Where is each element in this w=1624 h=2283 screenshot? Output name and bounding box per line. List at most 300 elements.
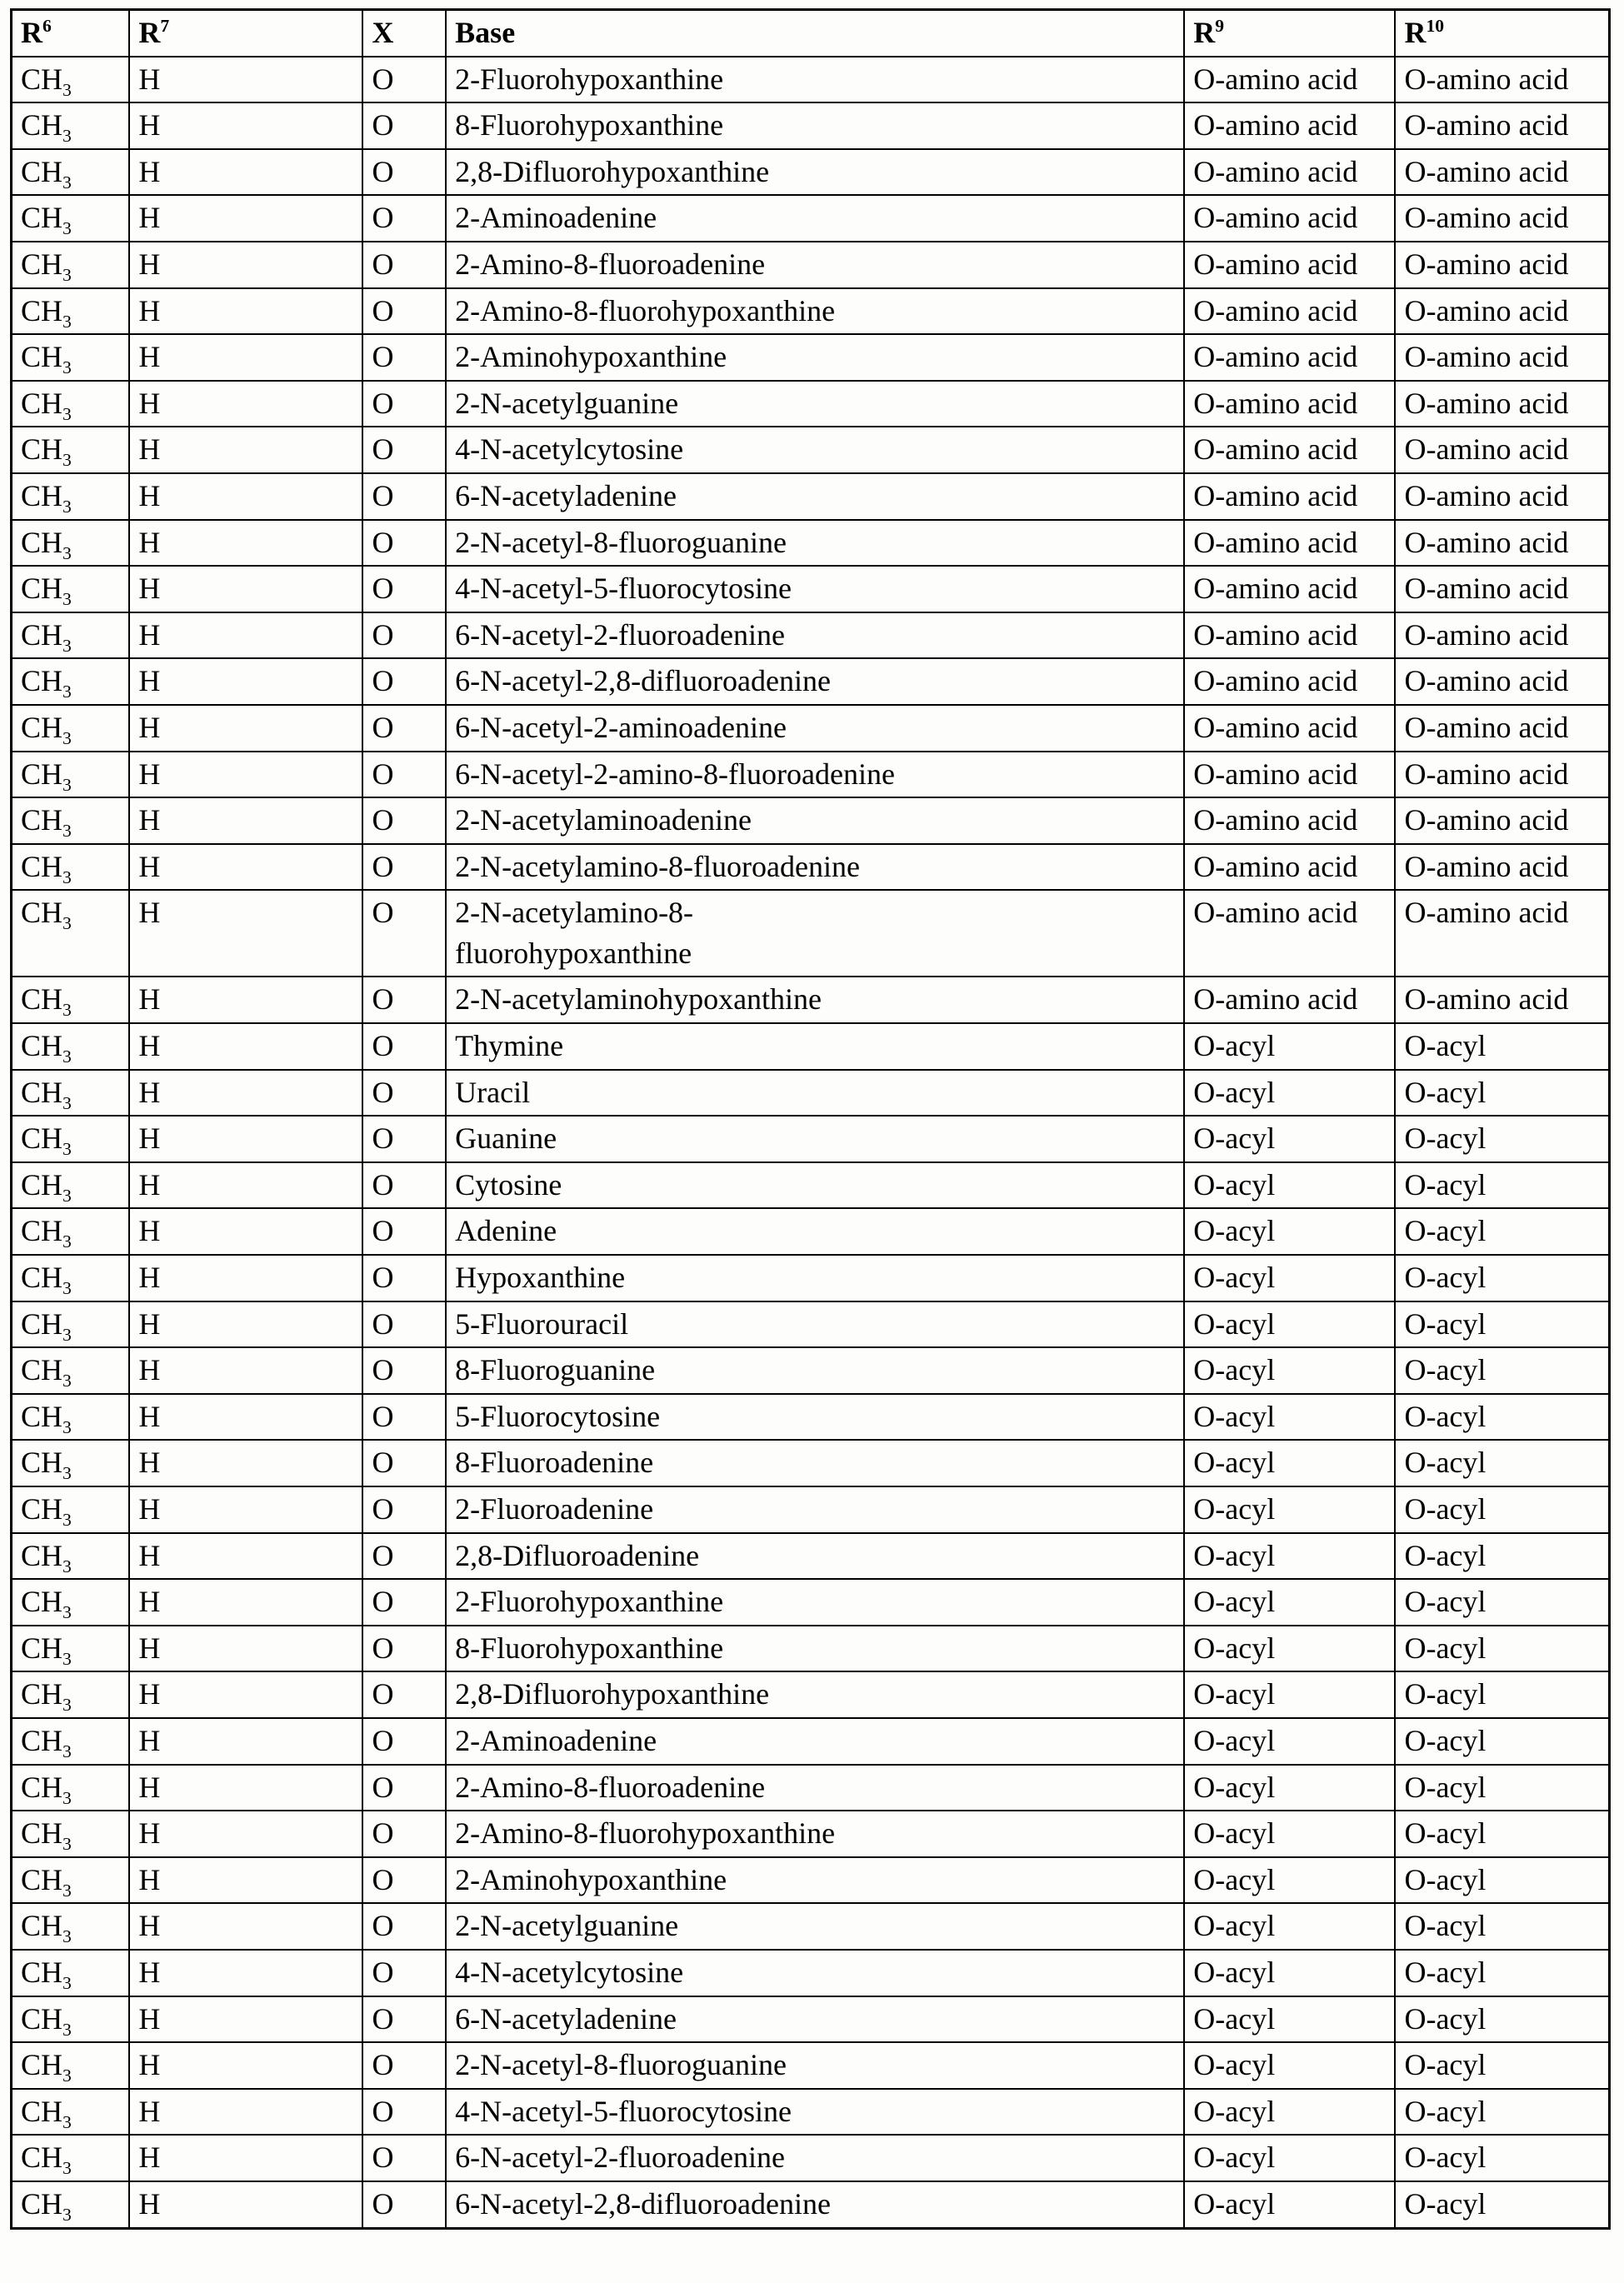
table-row [12, 1255, 1610, 1301]
cell-r6: $CH_3$ [12, 1626, 130, 1672]
table-header [12, 10, 1610, 57]
cell-r6: $CH_3$ [12, 797, 130, 844]
cell-x: O [362, 1857, 446, 1904]
cell-base: 6-N-acetyl-2-aminoadenine [446, 705, 1184, 752]
column-header-r9 [1184, 10, 1395, 57]
cell-r7: H [129, 658, 362, 705]
cell-r6: $CH_3$ [12, 1950, 130, 1996]
cell-r10: O-acyl [1395, 1811, 1609, 1857]
cell-r6: $CH_3$ [12, 1347, 130, 1394]
column-header-x [362, 10, 446, 57]
cell-r10: O-amino acid [1395, 195, 1609, 242]
table-row [12, 1903, 1610, 1950]
cell-r9: O-amino acid [1184, 381, 1395, 427]
cell-x: O [362, 1671, 446, 1718]
cell-r10: O-amino acid [1395, 102, 1609, 149]
cell-r9: O-acyl [1184, 1116, 1395, 1162]
table-row [12, 1023, 1610, 1070]
cell-r9: O-amino acid [1184, 149, 1395, 196]
cell-r10: O-amino acid [1395, 149, 1609, 196]
cell-r10: O-acyl [1395, 1903, 1609, 1950]
cell-base: 8-Fluoroguanine [446, 1347, 1184, 1394]
header-superscript: 10 [1426, 16, 1445, 36]
header-superscript: 9 [1215, 16, 1225, 36]
cell-x: O [362, 612, 446, 659]
table-row [12, 57, 1610, 103]
cell-r6: $CH_3$ [12, 1301, 130, 1348]
cell-r9: O-amino acid [1184, 705, 1395, 752]
cell-r6: $CH_3$ [12, 473, 130, 520]
cell-r6: $CH_3$ [12, 427, 130, 473]
cell-x: O [362, 1486, 446, 1533]
cell-r7: H [129, 752, 362, 798]
cell-r10: O-amino acid [1395, 57, 1609, 103]
cell-base: 6-N-acetyl-2,8-difluoroadenine [446, 658, 1184, 705]
cell-base: Cytosine [446, 1162, 1184, 1209]
cell-base: 2-N-acetylamino-8-fluoroadenine [446, 844, 1184, 891]
cell-base: 2-N-acetyl-8-fluoroguanine [446, 520, 1184, 567]
table-row [12, 334, 1610, 381]
cell-r6: $CH_3$ [12, 752, 130, 798]
cell-r7: H [129, 1996, 362, 2043]
cell-r7: H [129, 977, 362, 1023]
cell-r6: $CH_3$ [12, 1996, 130, 2043]
cell-base: Thymine [446, 1023, 1184, 1070]
table-row [12, 1857, 1610, 1904]
cell-r10: O-acyl [1395, 1347, 1609, 1394]
cell-r9: O-amino acid [1184, 195, 1395, 242]
cell-r10: O-amino acid [1395, 752, 1609, 798]
cell-r9: O-acyl [1184, 1718, 1395, 1765]
cell-x: O [362, 334, 446, 381]
cell-base: 8-Fluorohypoxanthine [446, 102, 1184, 149]
cell-r6: $CH_3$ [12, 1718, 130, 1765]
cell-base: 4-N-acetylcytosine [446, 427, 1184, 473]
table-row [12, 288, 1610, 335]
cell-base: 2-N-acetylguanine [446, 381, 1184, 427]
cell-r6: $CH_3$ [12, 705, 130, 752]
column-header-r10 [1395, 10, 1609, 57]
cell-r9: O-acyl [1184, 1533, 1395, 1580]
cell-r9: O-amino acid [1184, 797, 1395, 844]
cell-x: O [362, 381, 446, 427]
cell-r7: H [129, 1765, 362, 1811]
table-row [12, 705, 1610, 752]
cell-base: 2-N-acetylaminoadenine [446, 797, 1184, 844]
cell-base: 4-N-acetyl-5-fluorocytosine [446, 566, 1184, 612]
cell-r10: O-acyl [1395, 1162, 1609, 1209]
cell-r6: $CH_3$ [12, 1070, 130, 1117]
cell-r6: $CH_3$ [12, 334, 130, 381]
cell-r9: O-acyl [1184, 1579, 1395, 1626]
cell-r10: O-amino acid [1395, 797, 1609, 844]
cell-r7: H [129, 2089, 362, 2136]
cell-r7: H [129, 1162, 362, 1209]
cell-base: 2-Amino-8-fluorohypoxanthine [446, 1811, 1184, 1857]
cell-x: O [362, 473, 446, 520]
cell-r9: O-amino acid [1184, 612, 1395, 659]
table-row [12, 381, 1610, 427]
cell-base: 2-N-acetylguanine [446, 1903, 1184, 1950]
cell-base: 6-N-acetyl-2,8-difluoroadenine [446, 2181, 1184, 2228]
table-row [12, 102, 1610, 149]
cell-r9: O-amino acid [1184, 566, 1395, 612]
cell-r7: H [129, 844, 362, 891]
cell-base: 2-N-acetylaminohypoxanthine [446, 977, 1184, 1023]
cell-base: 2-Fluorohypoxanthine [446, 57, 1184, 103]
cell-x: O [362, 1394, 446, 1441]
header-row [12, 10, 1610, 57]
cell-r6: $CH_3$ [12, 1440, 130, 1486]
cell-r6: $CH_3$ [12, 612, 130, 659]
table-row [12, 844, 1610, 891]
cell-x: O [362, 890, 446, 977]
header-superscript: 6 [42, 16, 52, 36]
cell-r10: O-acyl [1395, 2089, 1609, 2136]
cell-base: 2,8-Difluorohypoxanthine [446, 149, 1184, 196]
cell-x: O [362, 1996, 446, 2043]
cell-r9: O-amino acid [1184, 752, 1395, 798]
table-row [12, 2089, 1610, 2136]
cell-x: O [362, 2135, 446, 2181]
cell-r9: O-amino acid [1184, 890, 1395, 977]
table-row [12, 752, 1610, 798]
table-row [12, 1394, 1610, 1441]
cell-base: 2-N-acetylamino-8- fluorohypoxanthine [446, 890, 1184, 977]
cell-r9: O-acyl [1184, 1162, 1395, 1209]
table-row [12, 890, 1610, 977]
cell-x: O [362, 566, 446, 612]
table-row [12, 658, 1610, 705]
cell-r7: H [129, 427, 362, 473]
cell-r7: H [129, 705, 362, 752]
cell-r6: $CH_3$ [12, 2135, 130, 2181]
cell-r7: H [129, 1347, 362, 1394]
table-row [12, 520, 1610, 567]
cell-r6: $CH_3$ [12, 1023, 130, 1070]
cell-r10: O-amino acid [1395, 566, 1609, 612]
cell-base: Hypoxanthine [446, 1255, 1184, 1301]
table-row [12, 149, 1610, 196]
cell-r10: O-acyl [1395, 1857, 1609, 1904]
cell-base: Uracil [446, 1070, 1184, 1117]
cell-r7: H [129, 1116, 362, 1162]
cell-base: 2-Aminohypoxanthine [446, 334, 1184, 381]
table-row [12, 612, 1610, 659]
cell-x: O [362, 1255, 446, 1301]
cell-r7: H [129, 520, 362, 567]
cell-r6: $CH_3$ [12, 1162, 130, 1209]
cell-r7: H [129, 334, 362, 381]
cell-base: Guanine [446, 1116, 1184, 1162]
cell-r10: O-amino acid [1395, 658, 1609, 705]
cell-r6: $CH_3$ [12, 520, 130, 567]
cell-base: 2-Aminoadenine [446, 195, 1184, 242]
cell-x: O [362, 2089, 446, 2136]
cell-x: O [362, 705, 446, 752]
table-row [12, 2042, 1610, 2089]
cell-r9: O-amino acid [1184, 288, 1395, 335]
cell-r9: O-acyl [1184, 1626, 1395, 1672]
cell-r10: O-acyl [1395, 1671, 1609, 1718]
table-row [12, 242, 1610, 288]
cell-r10: O-acyl [1395, 1626, 1609, 1672]
cell-x: O [362, 977, 446, 1023]
cell-r9: O-acyl [1184, 2135, 1395, 2181]
cell-x: O [362, 2042, 446, 2089]
cell-x: O [362, 752, 446, 798]
cell-r9: O-amino acid [1184, 427, 1395, 473]
cell-x: O [362, 288, 446, 335]
cell-x: O [362, 2181, 446, 2228]
cell-base: 8-Fluoroadenine [446, 1440, 1184, 1486]
cell-r6: $CH_3$ [12, 149, 130, 196]
cell-x: O [362, 1765, 446, 1811]
table-row [12, 427, 1610, 473]
cell-r10: O-acyl [1395, 1116, 1609, 1162]
cell-base: 4-N-acetylcytosine [446, 1950, 1184, 1996]
cell-r9: O-acyl [1184, 1486, 1395, 1533]
cell-r7: H [129, 1671, 362, 1718]
cell-r6: $CH_3$ [12, 1671, 130, 1718]
cell-r10: O-amino acid [1395, 427, 1609, 473]
cell-r10: O-acyl [1395, 1023, 1609, 1070]
cell-base: 2-Amino-8-fluoroadenine [446, 242, 1184, 288]
cell-r9: O-acyl [1184, 1440, 1395, 1486]
table-row [12, 566, 1610, 612]
cell-r7: H [129, 1208, 362, 1255]
cell-r6: $CH_3$ [12, 1394, 130, 1441]
cell-r10: O-amino acid [1395, 705, 1609, 752]
cell-r10: O-amino acid [1395, 334, 1609, 381]
cell-base: 8-Fluorohypoxanthine [446, 1626, 1184, 1672]
header-label: R [138, 16, 161, 49]
cell-x: O [362, 427, 446, 473]
cell-x: O [362, 658, 446, 705]
cell-r6: $CH_3$ [12, 1811, 130, 1857]
cell-x: O [362, 1440, 446, 1486]
cell-r9: O-amino acid [1184, 977, 1395, 1023]
cell-r7: H [129, 1486, 362, 1533]
header-label: R [21, 16, 42, 49]
table-row [12, 473, 1610, 520]
cell-r7: H [129, 1440, 362, 1486]
cell-r6: $CH_3$ [12, 2181, 130, 2228]
table-row [12, 1996, 1610, 2043]
table-row [12, 977, 1610, 1023]
cell-r9: O-amino acid [1184, 242, 1395, 288]
header-superscript: 7 [160, 16, 170, 36]
cell-base: 2-N-acetyl-8-fluoroguanine [446, 2042, 1184, 2089]
cell-r6: $CH_3$ [12, 195, 130, 242]
cell-x: O [362, 1579, 446, 1626]
table-row [12, 1671, 1610, 1718]
cell-r6: $CH_3$ [12, 566, 130, 612]
cell-x: O [362, 1023, 446, 1070]
cell-r7: H [129, 2135, 362, 2181]
cell-r7: H [129, 890, 362, 977]
cell-r9: O-acyl [1184, 1070, 1395, 1117]
cell-base: 2-Aminoadenine [446, 1718, 1184, 1765]
column-header-base [446, 10, 1184, 57]
cell-x: O [362, 844, 446, 891]
cell-r10: O-acyl [1395, 2135, 1609, 2181]
cell-x: O [362, 1950, 446, 1996]
cell-r10: O-acyl [1395, 1301, 1609, 1348]
cell-base: 2-Amino-8-fluorohypoxanthine [446, 288, 1184, 335]
cell-r6: $CH_3$ [12, 242, 130, 288]
cell-x: O [362, 1347, 446, 1394]
cell-base: 2-Amino-8-fluoroadenine [446, 1765, 1184, 1811]
cell-x: O [362, 1811, 446, 1857]
header-label: R [1404, 16, 1427, 49]
cell-x: O [362, 1903, 446, 1950]
cell-r6: $CH_3$ [12, 1903, 130, 1950]
cell-r7: H [129, 1718, 362, 1765]
cell-base: 4-N-acetyl-5-fluorocytosine [446, 2089, 1184, 2136]
cell-r7: H [129, 149, 362, 196]
table-row [12, 1579, 1610, 1626]
cell-r9: O-acyl [1184, 2042, 1395, 2089]
cell-r7: H [129, 797, 362, 844]
cell-r9: O-acyl [1184, 1765, 1395, 1811]
cell-r6: $CH_3$ [12, 1486, 130, 1533]
cell-r10: O-amino acid [1395, 473, 1609, 520]
cell-r7: H [129, 1857, 362, 1904]
cell-r9: O-acyl [1184, 1811, 1395, 1857]
cell-x: O [362, 797, 446, 844]
cell-r7: H [129, 1070, 362, 1117]
cell-r10: O-acyl [1395, 1533, 1609, 1580]
cell-base: 2-Fluorohypoxanthine [446, 1579, 1184, 1626]
cell-r10: O-acyl [1395, 2181, 1609, 2228]
header-label: R [1193, 16, 1216, 49]
cell-r9: O-amino acid [1184, 102, 1395, 149]
cell-r9: O-amino acid [1184, 844, 1395, 891]
cell-r9: O-amino acid [1184, 334, 1395, 381]
cell-r7: H [129, 473, 362, 520]
cell-r6: $CH_3$ [12, 1765, 130, 1811]
cell-x: O [362, 1626, 446, 1672]
table-row [12, 1347, 1610, 1394]
cell-r10: O-amino acid [1395, 288, 1609, 335]
cell-r9: O-acyl [1184, 2181, 1395, 2228]
cell-r10: O-acyl [1395, 1579, 1609, 1626]
cell-x: O [362, 1533, 446, 1580]
cell-r9: O-acyl [1184, 1394, 1395, 1441]
cell-x: O [362, 1208, 446, 1255]
cell-r9: O-amino acid [1184, 57, 1395, 103]
cell-r9: O-acyl [1184, 1950, 1395, 1996]
cell-r7: H [129, 102, 362, 149]
cell-r9: O-acyl [1184, 1023, 1395, 1070]
cell-r10: O-acyl [1395, 1950, 1609, 1996]
cell-r7: H [129, 381, 362, 427]
cell-r7: H [129, 1533, 362, 1580]
cell-x: O [362, 1070, 446, 1117]
cell-r10: O-amino acid [1395, 520, 1609, 567]
cell-r7: H [129, 1023, 362, 1070]
cell-r6: $CH_3$ [12, 977, 130, 1023]
table-row [12, 1626, 1610, 1672]
cell-base: 6-N-acetyl-2-amino-8-fluoroadenine [446, 752, 1184, 798]
cell-r9: O-acyl [1184, 1857, 1395, 1904]
table-row [12, 1486, 1610, 1533]
cell-r10: O-acyl [1395, 1208, 1609, 1255]
cell-r6: $CH_3$ [12, 658, 130, 705]
compound-table [10, 8, 1611, 2230]
cell-r9: O-acyl [1184, 1301, 1395, 1348]
cell-r6: $CH_3$ [12, 1116, 130, 1162]
cell-base: 6-N-acetyl-2-fluoroadenine [446, 2135, 1184, 2181]
cell-r7: H [129, 1903, 362, 1950]
cell-r10: O-amino acid [1395, 890, 1609, 977]
cell-r7: H [129, 1811, 362, 1857]
cell-r9: O-acyl [1184, 1347, 1395, 1394]
cell-x: O [362, 102, 446, 149]
table-row [12, 1765, 1610, 1811]
cell-r6: $CH_3$ [12, 890, 130, 977]
cell-r7: H [129, 1950, 362, 1996]
table-row [12, 1301, 1610, 1348]
cell-r6: $CH_3$ [12, 1255, 130, 1301]
cell-r9: O-amino acid [1184, 473, 1395, 520]
cell-r10: O-acyl [1395, 1486, 1609, 1533]
cell-r10: O-acyl [1395, 2042, 1609, 2089]
cell-r7: H [129, 288, 362, 335]
cell-r7: H [129, 2042, 362, 2089]
cell-r9: O-amino acid [1184, 520, 1395, 567]
table-row [12, 2181, 1610, 2228]
cell-base: 2,8-Difluoroadenine [446, 1533, 1184, 1580]
cell-r10: O-acyl [1395, 1718, 1609, 1765]
column-header-r7 [129, 10, 362, 57]
table-row [12, 1811, 1610, 1857]
cell-r10: O-amino acid [1395, 242, 1609, 288]
table-row [12, 1950, 1610, 1996]
cell-x: O [362, 1116, 446, 1162]
column-header-r6 [12, 10, 130, 57]
cell-base: 5-Fluorocytosine [446, 1394, 1184, 1441]
cell-r9: O-acyl [1184, 1255, 1395, 1301]
cell-r6: $CH_3$ [12, 844, 130, 891]
table-row [12, 1718, 1610, 1765]
cell-r6: $CH_3$ [12, 2042, 130, 2089]
cell-r6: $CH_3$ [12, 288, 130, 335]
cell-r9: O-acyl [1184, 1671, 1395, 1718]
cell-x: O [362, 520, 446, 567]
header-label: X [372, 16, 394, 49]
cell-base: 2-Fluoroadenine [446, 1486, 1184, 1533]
cell-base: 6-N-acetyladenine [446, 473, 1184, 520]
cell-r10: O-acyl [1395, 1255, 1609, 1301]
cell-x: O [362, 242, 446, 288]
cell-r9: O-acyl [1184, 1996, 1395, 2043]
cell-r10: O-acyl [1395, 1070, 1609, 1117]
cell-r7: H [129, 195, 362, 242]
cell-r10: O-acyl [1395, 1440, 1609, 1486]
cell-r7: H [129, 1394, 362, 1441]
cell-base: Adenine [446, 1208, 1184, 1255]
cell-r7: H [129, 2181, 362, 2228]
table-row [12, 797, 1610, 844]
cell-base: 2,8-Difluorohypoxanthine [446, 1671, 1184, 1718]
cell-r7: H [129, 1579, 362, 1626]
cell-r10: O-amino acid [1395, 977, 1609, 1023]
table-row [12, 1116, 1610, 1162]
cell-r9: O-acyl [1184, 2089, 1395, 2136]
cell-r10: O-amino acid [1395, 844, 1609, 891]
